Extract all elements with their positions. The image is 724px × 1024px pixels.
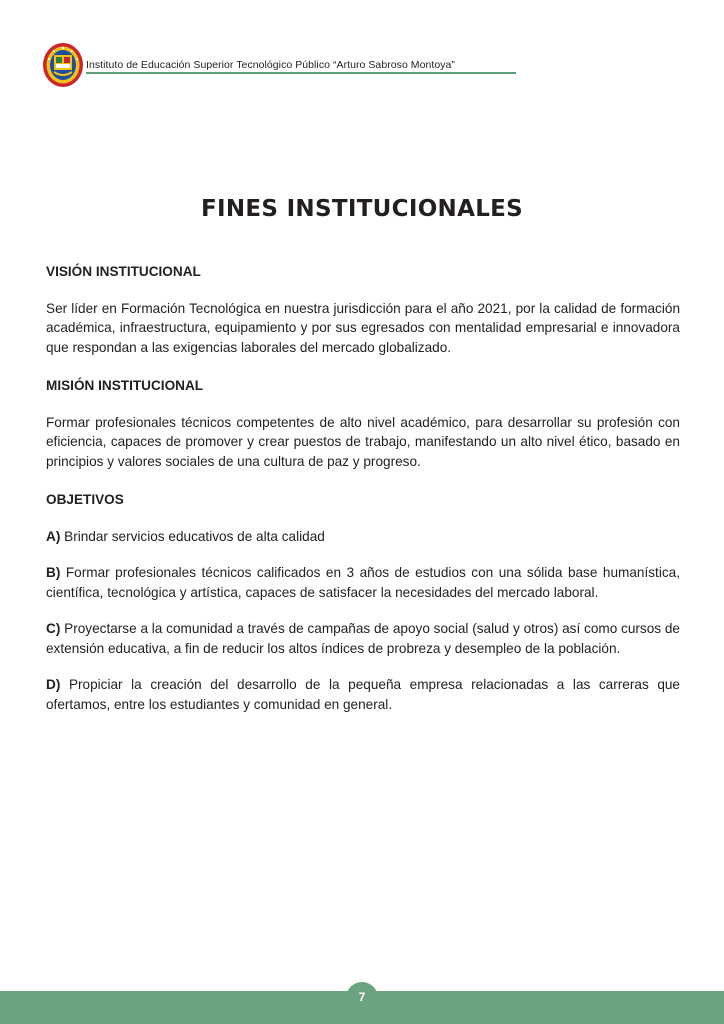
document-body <box>46 262 680 731</box>
objective-letter: C) <box>46 621 61 636</box>
institution-name: Instituto de Educación Superior Tecnológico Público “Arturo Sabroso Montoya” <box>86 59 455 71</box>
vision-heading: VISIÓN INSTITUCIONAL <box>46 264 201 279</box>
objective-text: Brindar servicios educativos de alta calidad <box>60 528 325 544</box>
objective-item <box>46 619 680 658</box>
page-header <box>42 40 682 90</box>
mission-heading: MISIÓN INSTITUCIONAL <box>46 378 204 393</box>
objective-letter: B) <box>46 565 61 580</box>
objective-item <box>46 527 680 547</box>
vision-text: Ser líder en Formación Tecnológica en nuestra jurisdicción para el año 2021, por la calidad de formación académica, infraestructura, equipamiento y por sus egresados con mentalidad empresarial e innovadora que respondan a las exigencias laborales del mercado globalizado. <box>46 300 680 355</box>
objective-item <box>46 675 680 714</box>
objective-item <box>46 563 680 602</box>
objective-text: Formar profesionales técnicos calificados en 3 años de estudios con una sólida base humanística, científica, tecnológica y artística, capaces de satisfacer la necesidades del mercado laboral. <box>46 565 680 600</box>
page-number: 7 <box>346 982 378 1014</box>
objective-text: Proyectarse a la comunidad a través de campañas de apoyo social (salud y otros) así como cursos de extensión educativa, a fin de reducir los altos índices de probreza y desempleo de la población. <box>46 621 680 656</box>
header-divider <box>86 72 516 74</box>
objective-letter: A) <box>46 528 61 544</box>
objectives-heading: OBJETIVOS <box>46 492 124 507</box>
objective-text: Propiciar la creación del desarrollo de la pequeña empresa relacionadas a las carreras que ofertamos, entre los estudiantes y comunidad en general. <box>46 677 680 712</box>
mission-text: Formar profesionales técnicos competentes de alto nivel académico, para desarrollar su profesión con eficiencia, capaces de promover y crear puestos de trabajo, manifestando un alto nivel ético, basado en principios y valores sociales de una cultura de paz y progreso. <box>46 414 680 469</box>
objective-letter: D) <box>46 677 61 692</box>
institution-seal-icon <box>42 42 84 88</box>
page-title: FINES INSTITUCIONALES <box>200 196 524 222</box>
